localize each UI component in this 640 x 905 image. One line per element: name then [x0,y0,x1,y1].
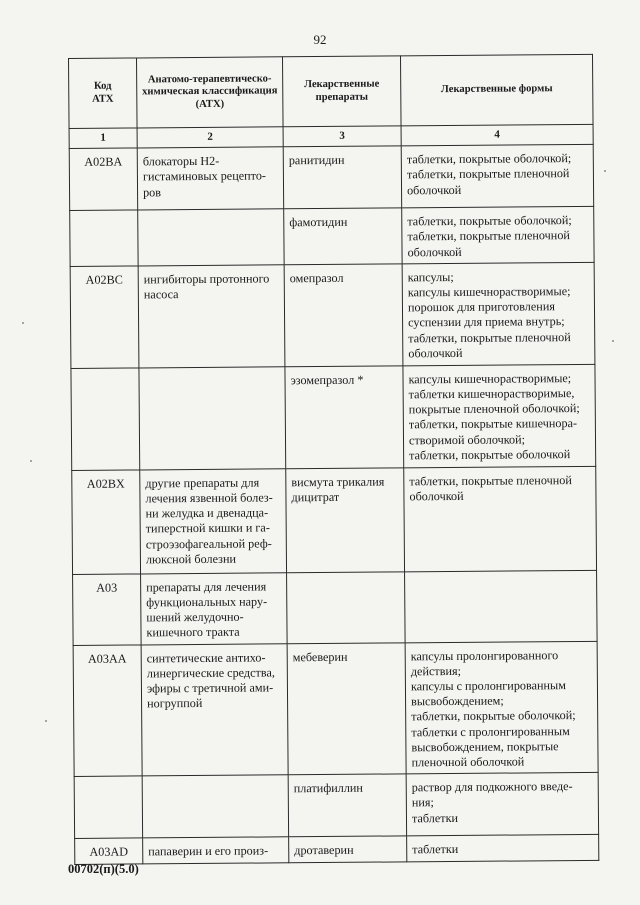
dosage-forms-cell [401,145,593,209]
scan-speck [612,340,614,342]
form-line: капсулы кишечнорастворимые; [407,284,571,300]
form-line: таблетки, покрытые пленочной [406,166,570,182]
atc-code-cell: A03 [73,574,142,645]
form-line: высвобождением, покрытые [411,739,559,755]
form-line: таблетки, покрытые пленочной [409,472,572,489]
table-row [74,773,598,839]
drug-line: фамотидин [289,215,348,230]
classification-line: ногруппой [147,696,203,711]
atc-code-cell: A03AA [73,645,142,777]
classification-line: ни желудка и двенадца- [145,505,269,521]
drug-line: эзомепразол * [290,372,364,388]
dosage-forms-cell [403,364,596,468]
header-dosage-forms [400,54,593,126]
atc-code-cell [74,776,142,839]
form-line: капсулы кишечнорастворимые; [408,370,572,387]
dosage-forms-cell [405,641,598,774]
atc-code-cell: A02BC [70,266,139,369]
classification-line: шений желудочно- [146,609,244,625]
table-row [73,641,598,777]
table-row [70,262,595,368]
form-line: таблетки, покрытые кишечнора- [408,416,578,432]
form-line: пленочной оболочкой [411,754,525,770]
drug-cell [286,468,405,573]
form-line: суспензии для приема внутрь; [408,314,565,330]
classification-line: ингибиторы протонного [143,271,270,287]
column-number: 1 [69,128,137,149]
classification-cell [138,209,284,266]
form-line: таблетки, покрытые оболочкой; [406,151,572,167]
drug-cell [285,366,404,469]
classification-line: лечения язвенной болез- [145,490,273,506]
table-row [73,570,598,645]
header-atc-code [69,58,138,129]
classification-cell [139,367,286,470]
header-line: химическая классификация [142,85,278,98]
table-row [75,835,599,865]
form-line: ния; [411,795,434,810]
classification-cell [141,643,288,776]
scan-speck [45,720,47,722]
drug-cell [288,774,406,837]
classification-line: блокаторы Н2- [142,154,220,169]
drug-classification-table [68,54,599,865]
header-line: Лекарственные формы [440,83,553,96]
form-line: оболочкой [409,488,464,504]
classification-line: кишечного тракта [146,625,240,640]
form-line: таблетки, покрытые оболочкой; [411,708,576,724]
classification-cell [142,775,288,838]
classification-line: типерстной кишки и га- [145,520,270,536]
form-line: таблетки, покрытые пленочной [407,228,570,244]
dosage-forms-cell [404,466,597,572]
form-line: таблетки, покрытые пленочной [408,329,571,345]
form-line: высвобождением; [411,693,504,709]
header-line: Лекарственные [304,78,380,91]
form-line: капсулы пролонгированного [410,647,559,663]
form-line: раствор для подкожного введе- [411,779,573,795]
form-line: таблетки, покрытые оболочкой [409,446,571,463]
column-number: 2 [137,127,283,148]
header-line: АТХ [92,93,114,105]
header-line: Код [93,80,112,92]
classification-line: гистаминовых рецепто- [142,168,267,184]
drug-cell [284,264,403,367]
table-row [69,145,593,211]
form-line: оболочкой [408,345,463,361]
drug-cell [287,572,406,644]
drug-line: ранитидин [288,153,345,168]
atc-code-cell [70,210,138,266]
atc-code-cell: A02BA [69,148,137,211]
classification-cell [138,265,285,368]
form-line: оболочкой [407,244,462,259]
classification-cell [141,573,288,645]
drug-line: дицитрат [291,489,340,505]
atc-code-cell [71,368,140,471]
scan-speck [604,170,606,172]
form-line: покрытые пленочной оболочкой; [408,401,580,417]
form-line: капсулы с пролонгированным [410,678,566,694]
dosage-forms-cell [402,262,595,366]
atc-code-cell: A02BX [72,470,141,575]
drug-line: омепразол [289,270,344,286]
classification-line: строэзофагеальной реф- [145,536,272,552]
table-row [71,364,596,470]
drug-line: мебеверин [292,649,348,664]
dosage-forms-cell [402,207,594,264]
drug-cell [287,642,406,775]
drug-cell [283,146,401,209]
header-line: Анатомо-терапевтическо- [147,73,272,86]
column-number: 3 [283,126,401,147]
drug-line: дротаверин [294,843,354,858]
form-line: действия; [410,663,462,679]
table-row [70,207,594,267]
table-row [72,466,597,574]
classification-line: препараты для лечения [146,579,267,595]
scan-speck [22,322,24,324]
classification-line: ров [142,184,162,200]
table-header-row [69,54,594,128]
form-line: таблетки с пролонгированным [411,723,570,739]
classification-line: люксной болезни [145,551,237,567]
classification-line: синтетические антихо- [146,650,266,666]
classification-line: функциональных нару- [146,594,268,610]
drug-cell [289,836,407,863]
classification-line: эфиры с третичной ами- [146,680,274,696]
form-line: таблетки [411,810,459,825]
classification-cell [143,837,289,864]
classification-cell [137,147,283,210]
header-line: препараты [315,91,369,103]
dosage-forms-cell [407,835,599,863]
classification-line: линергические средства, [146,665,275,681]
drug-cell [284,208,402,265]
header-drugs [282,56,401,127]
page-number: 92 [313,32,327,47]
classification-cell [140,469,287,574]
form-line: таблетки, покрытые оболочкой; [407,213,572,229]
column-number: 4 [401,124,593,146]
classification-line: насоса [143,287,179,302]
dosage-forms-cell [405,570,598,642]
drug-line: висмута трикалия [291,474,385,490]
header-line: (АТХ) [195,98,225,110]
atc-code-cell: A03AD [75,838,143,865]
form-line: таблетки [412,842,459,857]
form-line: капсулы; [407,269,454,285]
form-line: порошок для приготовления [407,299,555,315]
classification-line: другие препараты для [145,475,260,491]
drug-line: платифиллин [293,780,363,796]
classification-line: папаверин и его произ- [148,843,269,859]
header-atc-classification [137,57,284,128]
form-line: оболочкой [406,182,462,197]
form-line: створимой оболочкой; [408,432,526,447]
dosage-forms-cell [406,773,598,837]
document-footer-code: 00702(п)(5.0) [68,862,139,876]
form-line: таблетки кишечнорастворимые, [408,386,575,402]
scan-speck [30,460,32,462]
